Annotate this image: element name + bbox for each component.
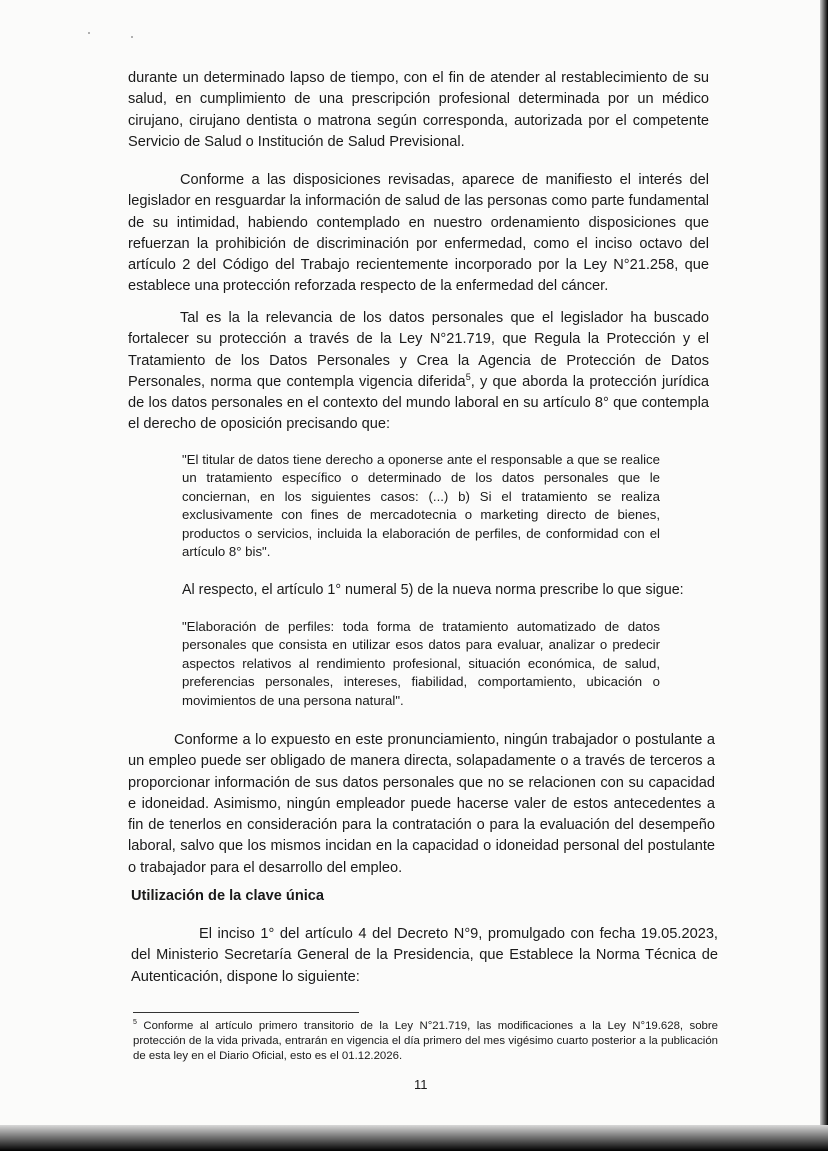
scan-speck bbox=[131, 36, 133, 38]
footnote-reference[interactable]: 5 bbox=[465, 372, 471, 383]
scan-edge-shadow bbox=[820, 0, 828, 1151]
paragraph-continuation: durante un determinado lapso de tiempo, con el fin de atender al restablecimiento de su salud, en cumplimiento de una prescripción profesional determinada por un médico cirujano, cirujano dentista o matrona según corresponda, autorizada por el competente Servicio de Salud o Institución de Salud Previsional. bbox=[128, 70, 709, 150]
section-heading: Utilización de la clave única bbox=[131, 888, 325, 904]
scan-speck bbox=[88, 32, 90, 34]
page-number: 11 bbox=[414, 1077, 428, 1092]
paragraph-text: , y que aborda la protección jurídica de los datos personales en el contexto del mundo laboral en su artículo 8° que contempla el derecho de oposición precisando que: bbox=[128, 373, 709, 433]
quote-article-8: "El titular de datos tiene derecho a oponerse ante el responsable a que se realice un tratamiento específico o determinado de los datos personales que le conciernan, en los siguientes casos: (...) b) Si el tratamiento se realiza exclusivamente con fines de mercadotecnia o marketing directo de bienes, productos o servicios, incluida la elaboración de perfiles, de conformidad con el artículo 8° bis". bbox=[182, 452, 660, 560]
footnote-separator bbox=[133, 1012, 359, 1013]
footnote-marker: 5 bbox=[133, 1019, 137, 1027]
paragraph-text: Tal es la la relevancia de los datos personales que el legislador ha buscado fortalecer su protección a través de la Ley N°21.719, que Regula la Protección y el Tratamiento de los Datos Personales y Crea la Agencia de Protección de Datos Personales, norma que contempla vigencia diferida bbox=[128, 310, 709, 390]
paragraph-health-information: Conforme a las disposiciones revisadas, aparece de manifiesto el interés del legislador en resguardar la información de salud de las personas como parte fundamental de su intimidad, habiendo contemplado en nuestro ordenamiento disposiciones que refuerzan la prohibición de discriminación por enfermedad, como el inciso octavo del artículo 2 del Código del Trabajo recientemente incorporado por la Ley N°21.258, que establece una protección reforzada respecto de la enfermedad del cáncer. bbox=[128, 172, 709, 295]
paragraph-decree: El inciso 1° del artículo 4 del Decreto N°9, promulgado con fecha 19.05.2023, del Ministerio Secretaría General de la Presidencia, que Establece la Norma Técnica de Autenticación, dispone lo siguiente: bbox=[131, 926, 718, 985]
paragraph-personal-data-law bbox=[128, 308, 709, 436]
footnote-text: Conforme al artículo primero transitorio de la Ley N°21.719, las modificaciones a la Ley N°19.628, sobre protección de la vida privada, entrarán en vigencia el día primero del mes vigésimo cuarto posterior a la publicación de esta ley en el Diario Oficial, esto es el 01.12.2026. bbox=[133, 1020, 718, 1062]
scan-bottom-shadow bbox=[0, 1125, 828, 1151]
footnote bbox=[133, 1019, 718, 1063]
quote-profiling-definition: "Elaboración de perfiles: toda forma de tratamiento automatizado de datos personales que consista en utilizar esos datos para evaluar, analizar o predecir aspectos relativos al rendimiento profesional, situación económica, de salud, preferencias personales, intereses, fiabilidad, comportamiento, ubicación o movimientos de una persona natural". bbox=[182, 619, 660, 708]
paragraph-conclusion: Conforme a lo expuesto en este pronunciamiento, ningún trabajador o postulante a un empleo puede ser obligado de manera directa, solapadamente o a través de terceros a proporcionar información de sus datos personales que no se relacionen con su capacidad e idoneidad. Asimismo, ningún empleador puede hacerse valer de estos antecedentes a fin de tenerlos en consideración para la contratación o para la evaluación del desempeño laboral, salvo que los mismos incidan en la capacidad o idoneidad personal del postulante o trabajador para el desarrollo del empleo. bbox=[128, 732, 715, 876]
quote-introduction: Al respecto, el artículo 1° numeral 5) de la nueva norma prescribe lo que sigue: bbox=[182, 582, 684, 598]
